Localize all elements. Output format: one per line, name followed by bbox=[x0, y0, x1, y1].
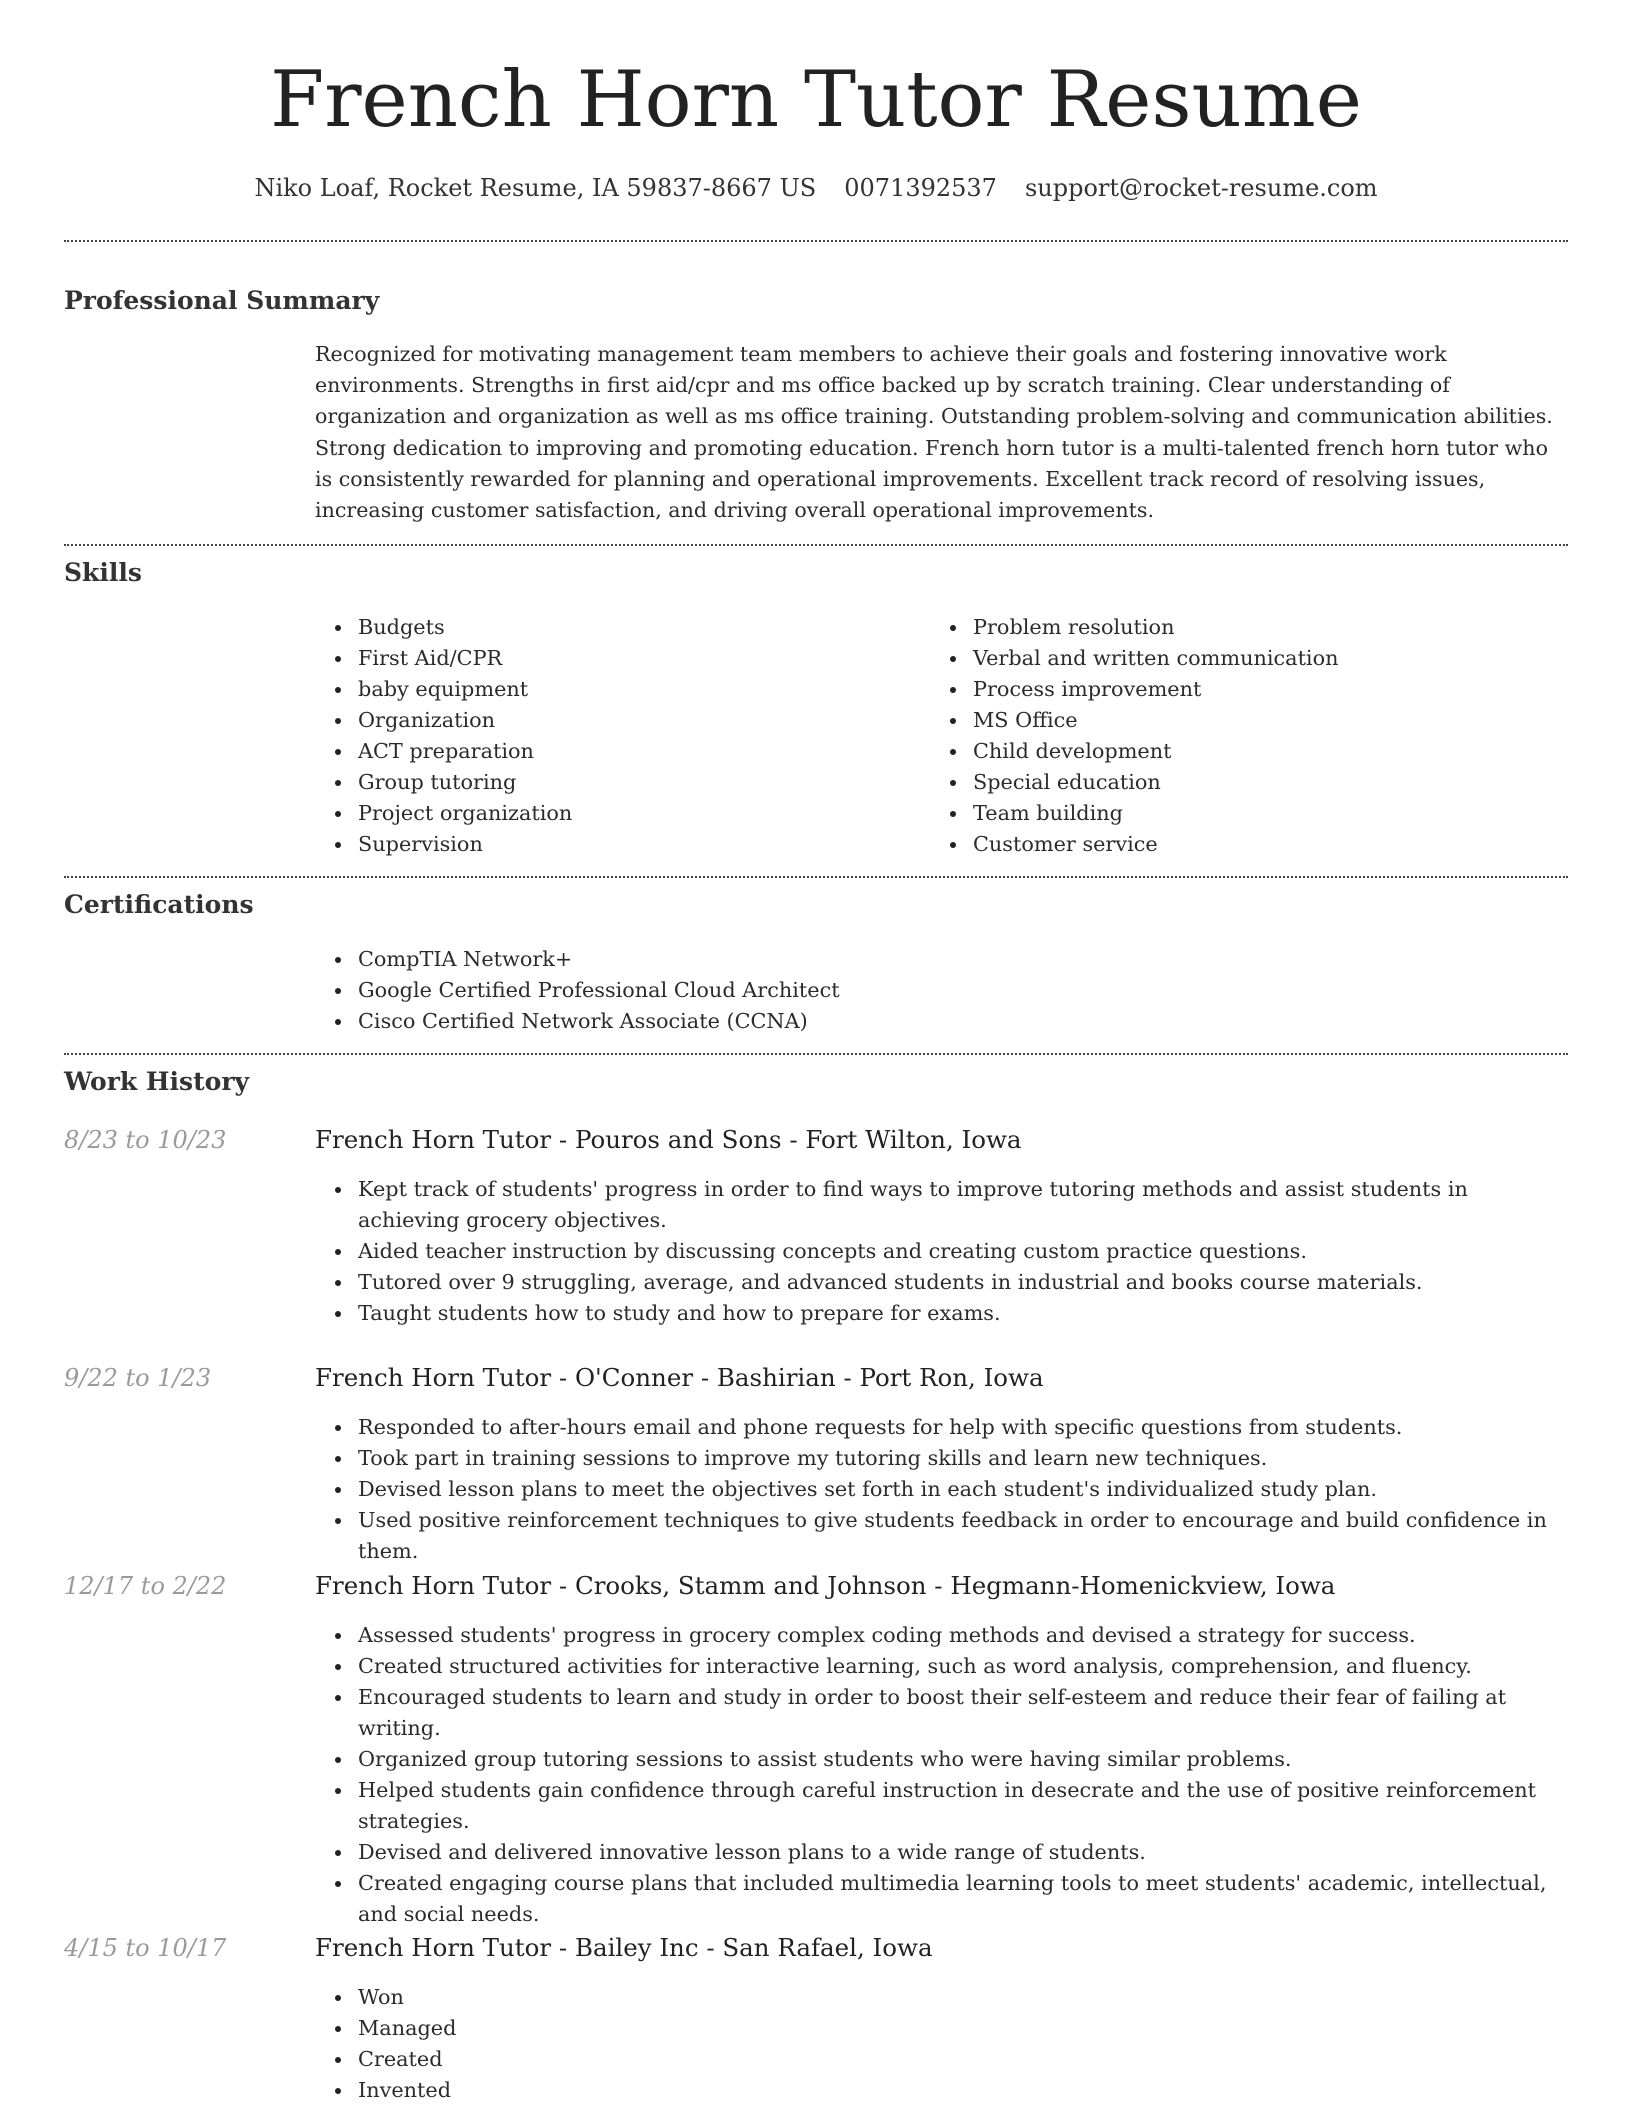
skills-list-left bbox=[315, 612, 915, 860]
job-bullets bbox=[315, 1174, 1565, 1329]
skill-item: Verbal and written communication bbox=[930, 643, 1550, 674]
contact-phone: 0071392537 bbox=[844, 174, 997, 202]
skill-item: baby equipment bbox=[315, 674, 915, 705]
job-bullet: Tutored over 9 struggling, average, and advanced students in industrial and books course materials. bbox=[315, 1267, 1565, 1298]
job-title: French Horn Tutor - Bailey Inc - San Rafael, Iowa bbox=[315, 1933, 933, 1962]
job-bullet: Created bbox=[315, 2044, 1565, 2075]
skill-item: ACT preparation bbox=[315, 736, 915, 767]
skill-item: Problem resolution bbox=[930, 612, 1550, 643]
job-dates: 8/23 to 10/23 bbox=[64, 1126, 227, 1154]
job-bullet: Taught students how to study and how to prepare for exams. bbox=[315, 1298, 1565, 1329]
skill-item: Special education bbox=[930, 767, 1550, 798]
skill-item: Team building bbox=[930, 798, 1550, 829]
contact-address: Niko Loaf, Rocket Resume, IA 59837-8667 US bbox=[254, 174, 817, 202]
job-bullets bbox=[315, 1412, 1575, 1567]
skill-item: Child development bbox=[930, 736, 1550, 767]
certifications-heading: Certifications bbox=[64, 890, 254, 919]
certification-item: CompTIA Network+ bbox=[315, 944, 1560, 975]
job-bullet: Created engaging course plans that included multimedia learning tools to meet students' academic, intellectual, and social needs. bbox=[315, 1868, 1565, 1930]
job-bullet: Kept track of students' progress in order to find ways to improve tutoring methods and assist students in achieving grocery objectives. bbox=[315, 1174, 1565, 1236]
certification-item: Google Certified Professional Cloud Architect bbox=[315, 975, 1560, 1006]
skill-item: Group tutoring bbox=[315, 767, 915, 798]
section-divider bbox=[64, 240, 1568, 242]
section-divider bbox=[64, 1053, 1568, 1055]
skill-item: Customer service bbox=[930, 829, 1550, 860]
section-divider bbox=[64, 544, 1568, 546]
skills-heading: Skills bbox=[64, 558, 142, 587]
job-bullet: Responded to after-hours email and phone requests for help with specific questions from students. bbox=[315, 1412, 1575, 1443]
job-bullet: Assessed students' progress in grocery complex coding methods and devised a strategy for success. bbox=[315, 1620, 1565, 1651]
skills-list-right bbox=[930, 612, 1550, 860]
job-bullet: Took part in training sessions to improve my tutoring skills and learn new techniques. bbox=[315, 1443, 1575, 1474]
contact-line bbox=[0, 172, 1632, 204]
summary-heading: Professional Summary bbox=[64, 286, 380, 315]
contact-email: support@rocket-resume.com bbox=[1024, 174, 1378, 202]
skill-item: Project organization bbox=[315, 798, 915, 829]
job-bullet: Managed bbox=[315, 2013, 1565, 2044]
skill-item: Supervision bbox=[315, 829, 915, 860]
job-dates: 4/15 to 10/17 bbox=[64, 1934, 227, 1962]
job-dates: 12/17 to 2/22 bbox=[64, 1572, 227, 1600]
job-bullet: Devised and delivered innovative lesson plans to a wide range of students. bbox=[315, 1837, 1565, 1868]
job-bullets bbox=[315, 1982, 1565, 2106]
skill-item: Organization bbox=[315, 705, 915, 736]
job-bullet: Created structured activities for interactive learning, such as word analysis, comprehension, and fluency. bbox=[315, 1651, 1565, 1682]
certifications-list bbox=[315, 944, 1560, 1037]
skill-item: Process improvement bbox=[930, 674, 1550, 705]
resume-title: French Horn Tutor Resume bbox=[270, 55, 1362, 145]
job-bullet: Helped students gain confidence through careful instruction in desecrate and the use of positive reinforcement strategies. bbox=[315, 1775, 1565, 1837]
job-bullet: Invented bbox=[315, 2075, 1565, 2106]
job-bullet: Devised lesson plans to meet the objectives set forth in each student's individualized study plan. bbox=[315, 1474, 1575, 1505]
job-bullet: Encouraged students to learn and study in order to boost their self-esteem and reduce their fear of failing at writing. bbox=[315, 1682, 1565, 1744]
job-bullet: Organized group tutoring sessions to assist students who were having similar problems. bbox=[315, 1744, 1565, 1775]
job-title: French Horn Tutor - Pouros and Sons - Fort Wilton, Iowa bbox=[315, 1125, 1022, 1154]
job-bullet: Used positive reinforcement techniques to give students feedback in order to encourage and build confidence in them. bbox=[315, 1505, 1575, 1567]
section-divider bbox=[64, 876, 1568, 878]
work-history-heading: Work History bbox=[64, 1067, 250, 1096]
summary-text: Recognized for motivating management team members to achieve their goals and fostering innovative work environments. Strengths in first aid/cpr and ms office backed up by scratch training. Clear understanding of organization and organization as well as ms office training. Outstanding problem-solving and communication abilities. Strong dedication to improving and promoting education. French horn tutor is a multi-talented french horn tutor who is consistently rewarded for planning and operational improvements. Excellent track record of resolving issues, increasing customer satisfaction, and driving overall operational improvements. bbox=[315, 342, 1553, 523]
job-bullet: Aided teacher instruction by discussing concepts and creating custom practice questions. bbox=[315, 1236, 1565, 1267]
skill-item: MS Office bbox=[930, 705, 1550, 736]
job-title: French Horn Tutor - O'Conner - Bashirian - Port Ron, Iowa bbox=[315, 1363, 1044, 1392]
job-bullet: Won bbox=[315, 1982, 1565, 2013]
certification-item: Cisco Certified Network Associate (CCNA) bbox=[315, 1006, 1560, 1037]
job-dates: 9/22 to 1/23 bbox=[64, 1364, 212, 1392]
job-title: French Horn Tutor - Crooks, Stamm and Johnson - Hegmann-Homenickview, Iowa bbox=[315, 1571, 1336, 1600]
job-bullets bbox=[315, 1620, 1565, 1930]
skill-item: Budgets bbox=[315, 612, 915, 643]
skill-item: First Aid/CPR bbox=[315, 643, 915, 674]
